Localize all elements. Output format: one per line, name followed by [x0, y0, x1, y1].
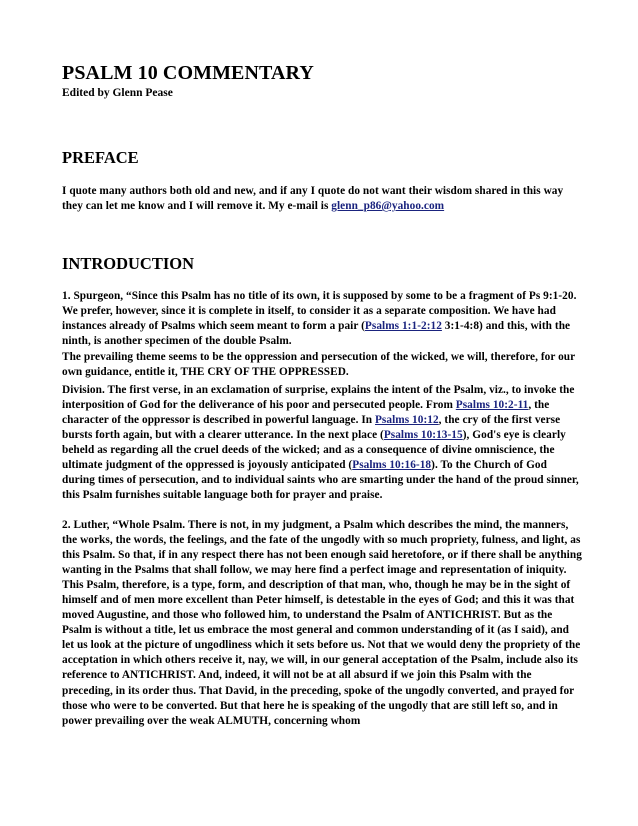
- document-title: PSALM 10 COMMENTARY: [62, 62, 314, 84]
- preface-paragraph: [62, 184, 582, 214]
- division-text-c: , the cry of the first verse bursts forth again, but with a clearer utterance. In the next place (: [62, 413, 561, 442]
- scripture-link-psalms-10-2[interactable]: Psalms 10:2-11: [455, 398, 529, 411]
- preface-heading: PREFACE: [62, 148, 139, 167]
- division-text-b: , the character of the oppressor is described in powerful language. In: [62, 398, 550, 426]
- intro-paragraph-1: [62, 289, 582, 349]
- scripture-link-psalms-10-13[interactable]: Psalms 10:13-15: [383, 429, 463, 442]
- division-text-d: ), God's eye is clearly beheld as regarding all the cruel deeds of the wicked; and as a consequence of divine omniscience, the ultimate judgment of the oppressed is joyously anticipated (: [62, 429, 566, 472]
- intro-paragraph-division: [62, 383, 582, 504]
- scripture-link-psalms-10-12[interactable]: Psalms 10:12: [374, 413, 439, 426]
- preface-text: I quote many authors both old and new, and if any I quote do not want their wisdom shared in this way they can let me know and I will remove it. My e-mail is: [62, 185, 564, 213]
- document-subtitle: Edited by Glenn Pease: [62, 87, 173, 99]
- division-text-a: Division. The first verse, in an exclamation of surprise, explains the intent of the Psalm, viz., to invoke the interposition of God for the deliverance of his poor and persecuted people. From: [62, 383, 575, 411]
- intro-paragraph-1b: The prevailing theme seems to be the oppression and persecution of the wicked, we will, therefore, for our own guidance, entitle it, THE CRY OF THE OPPRESSED.: [62, 350, 575, 378]
- introduction-heading: INTRODUCTION: [62, 254, 195, 274]
- division-text-e: ). To the Church of God during times of persecution, and to individual saints who are smarting under the hand of the proud sinner, this Psalm furnishes suitable language both for prayer and praise.: [62, 459, 579, 502]
- intro-p1-text-a: 1. Spurgeon, “Since this Psalm has no title of its own, it is supposed by some to be a fragment of Ps 9:1-20. We prefer, however, since it is complete in itself, to consider it as a separate composition. We have had instances already of Psalms which seem meant to form a pair (: [62, 290, 577, 333]
- intro-paragraph-luther: 2. Luther, “Whole Psalm. There is not, in my judgment, a Psalm which describes the mind, the manners, the works, the words, the feelings, and the fate of the ungodly with so much propriety, fulness, and light, as this Psalm. So that, if in any respect there has not been enough said heretofore, or if there shall be anything wanting in the Psalms that shall follow, we may here find a perfect image and representation of iniquity. This Psalm, therefore, is a type, form, and description of that man, who, though he may be in the sight of himself and of men more excellent than Peter himself, is detestable in the eyes of God; and this it was that moved Augustine, and those who followed him, to understand the Psalm of ANTICHRIST. But as the Psalm is without a title, let us embrace the most general and common understanding of it (as I said), and let us look at the picture of ungodliness which it sets before us. Not that we would deny the propriety of the acceptation in which others receive it, nay, we will, in our general acceptation of the Psalm, include also its reference to ANTICHRIST. And, indeed, it will not be at all absurd if we join this Psalm with the preceding, in its order thus. That David, in the preceding, spoke of the ungodly converted, and prayed for those who were to be converted. But that here he is speaking of the ungodly that are still left so, and in power prevailing over the weak ALMUTH, concerning whom: [62, 518, 582, 727]
- email-link[interactable]: glenn_p86@yahoo.com: [331, 200, 445, 213]
- document-page: [62, 62, 582, 729]
- scripture-link-psalms-1-1[interactable]: Psalms 1:1-2:12: [364, 320, 442, 333]
- scripture-link-psalms-10-16[interactable]: Psalms 10:16-18: [352, 459, 432, 472]
- intro-p1-text-b: 3:1-4:8) and this, with the ninth, is another specimen of the double Psalm.: [62, 320, 571, 348]
